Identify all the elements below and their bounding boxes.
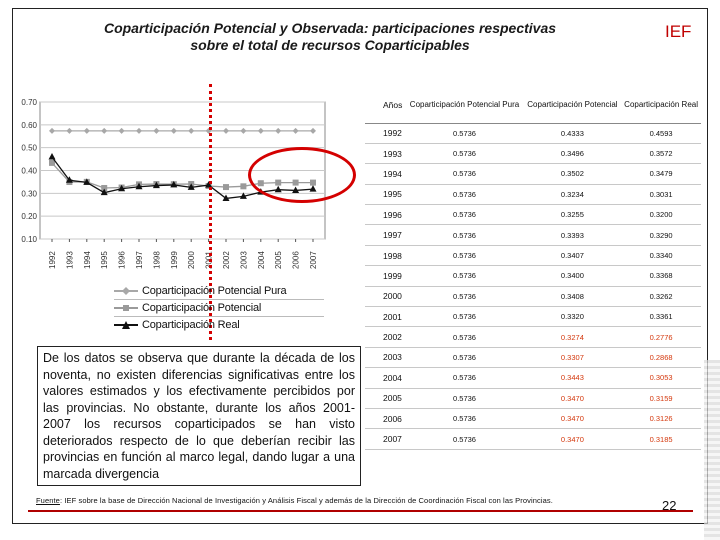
cell-real: 0.3361 — [621, 307, 701, 327]
legend-item — [114, 299, 324, 316]
commentary-text: De los datos se observa que durante la década de los noventa, no existen diferencias significativas entre los valores estimados y los efectivamente percibidos por las provincias. No obstante, durante los años 2001-2007 los recursos coparticipados se han visto deteriorados respecto de lo que deberían recibir las provincias en función al marco legal, dando lugar a una marcada divergencia — [37, 346, 361, 486]
y-tick-label: 0.20 — [21, 212, 37, 222]
x-tick-label: 2006 — [291, 251, 301, 269]
cell-real: 0.3053 — [621, 368, 701, 388]
legend-label: Coparticipación Potencial Pura — [142, 284, 287, 297]
legend-swatch — [114, 319, 138, 331]
source-footnote — [36, 496, 553, 505]
y-tick-label: 0.10 — [21, 235, 37, 244]
cell-year: 2000 — [365, 286, 405, 306]
title-line-2: sobre el total de recursos Coparticipables — [190, 37, 470, 53]
legend-item — [114, 316, 324, 333]
cell-potencial-pura: 0.5736 — [405, 123, 523, 143]
table-row — [365, 164, 701, 184]
y-tick-label: 0.40 — [21, 166, 37, 176]
cell-real: 0.4593 — [621, 123, 701, 143]
y-tick-label: 0.50 — [21, 143, 37, 153]
cell-potencial-pura: 0.5736 — [405, 245, 523, 265]
cell-real: 0.3572 — [621, 143, 701, 163]
x-tick-label: 2005 — [274, 251, 284, 269]
cell-potencial: 0.3470 — [524, 388, 622, 408]
side-decoration — [704, 360, 720, 540]
cell-potencial-pura: 0.5736 — [405, 286, 523, 306]
cell-real: 0.3479 — [621, 164, 701, 184]
cell-potencial-pura: 0.5736 — [405, 307, 523, 327]
cell-year: 2002 — [365, 327, 405, 347]
header-potencial: Coparticipación Potencial — [524, 87, 622, 123]
cell-year: 2007 — [365, 429, 405, 449]
cell-potencial-pura: 0.5736 — [405, 184, 523, 204]
cell-real: 0.3185 — [621, 429, 701, 449]
cell-real: 0.3368 — [621, 266, 701, 286]
table-row — [365, 347, 701, 367]
cell-real: 0.2776 — [621, 327, 701, 347]
chart-legend — [114, 282, 324, 333]
cell-potencial-pura: 0.5736 — [405, 225, 523, 245]
table-row — [365, 143, 701, 163]
header-years: Años — [365, 87, 405, 123]
cell-year: 1993 — [365, 143, 405, 163]
x-tick-label: 2001 — [204, 251, 214, 269]
table-row — [365, 429, 701, 449]
cell-potencial: 0.3443 — [524, 368, 622, 388]
cell-potencial: 0.3393 — [524, 225, 622, 245]
bottom-rule — [28, 510, 693, 512]
table-row — [365, 327, 701, 347]
cell-potencial: 0.3407 — [524, 245, 622, 265]
header-real: Coparticipación Real — [621, 87, 701, 123]
legend-item — [114, 282, 324, 299]
cell-potencial-pura: 0.5736 — [405, 143, 523, 163]
cell-potencial: 0.3234 — [524, 184, 622, 204]
cell-real: 0.3290 — [621, 225, 701, 245]
cell-year: 2001 — [365, 307, 405, 327]
cell-potencial-pura: 0.5736 — [405, 408, 523, 428]
ief-logo: IEF — [665, 22, 692, 41]
x-tick-label: 2004 — [256, 251, 266, 269]
x-tick-label: 1996 — [117, 251, 127, 269]
table-row — [365, 123, 701, 143]
cell-potencial: 0.4333 — [524, 123, 622, 143]
x-tick-label: 1997 — [135, 251, 144, 269]
cell-potencial: 0.3470 — [524, 429, 622, 449]
cell-real: 0.3126 — [621, 408, 701, 428]
cell-potencial: 0.3274 — [524, 327, 622, 347]
divergence-highlight-ellipse — [248, 147, 356, 203]
footnote-lead: Fuente — [36, 496, 60, 505]
table-row — [365, 408, 701, 428]
legend-swatch — [114, 285, 138, 297]
table-row — [365, 307, 701, 327]
legend-swatch — [114, 302, 138, 314]
cell-potencial: 0.3307 — [524, 347, 622, 367]
title-line-1: Coparticipación Potencial y Observada: participaciones respectivas — [103, 20, 557, 36]
x-tick-label: 1992 — [48, 251, 57, 269]
table-row — [365, 368, 701, 388]
cell-real: 0.3031 — [621, 184, 701, 204]
cell-potencial-pura: 0.5736 — [405, 429, 523, 449]
cell-potencial: 0.3255 — [524, 205, 622, 225]
data-point — [223, 184, 229, 190]
x-tick-label: 2000 — [187, 251, 197, 269]
cell-potencial-pura: 0.5736 — [405, 347, 523, 367]
table-row — [365, 266, 701, 286]
x-tick-label: 1994 — [82, 251, 92, 269]
x-tick-label: 2002 — [222, 251, 231, 269]
y-tick-label: 0.60 — [21, 120, 37, 130]
table-row — [365, 205, 701, 225]
x-tick-label: 1999 — [169, 251, 179, 269]
table-row — [365, 245, 701, 265]
cell-year: 1992 — [365, 123, 405, 143]
cell-potencial-pura: 0.5736 — [405, 388, 523, 408]
legend-label: Coparticipación Potencial — [142, 302, 262, 314]
cell-potencial: 0.3408 — [524, 286, 622, 306]
y-tick-label: 0.30 — [21, 189, 37, 199]
header-potencial-pura: Coparticipación Potencial Pura — [405, 87, 523, 123]
cell-year: 1995 — [365, 184, 405, 204]
cell-potencial-pura: 0.5736 — [405, 205, 523, 225]
cell-real: 0.3340 — [621, 245, 701, 265]
x-tick-label: 1993 — [65, 251, 75, 269]
y-tick-label: 0.70 — [21, 98, 37, 107]
cell-year: 1999 — [365, 266, 405, 286]
cell-real: 0.3200 — [621, 205, 701, 225]
cell-year: 2003 — [365, 347, 405, 367]
footnote-text: : IEF sobre la base de Dirección Nacional de Investigación y Análisis Fiscal y además de la Dirección de Coordinación Fiscal con las Provincias. — [59, 496, 553, 505]
cell-potencial-pura: 0.5736 — [405, 266, 523, 286]
table-row — [365, 184, 701, 204]
cell-year: 2006 — [365, 408, 405, 428]
cell-year: 1994 — [365, 164, 405, 184]
cell-year: 2004 — [365, 368, 405, 388]
cell-potencial: 0.3470 — [524, 408, 622, 428]
table-row — [365, 225, 701, 245]
data-table — [365, 87, 701, 450]
slide-title — [60, 20, 600, 54]
table-row — [365, 286, 701, 306]
x-tick-label: 2007 — [309, 251, 318, 269]
table-header-row — [365, 87, 701, 123]
x-tick-label: 1998 — [152, 251, 162, 269]
cell-real: 0.2868 — [621, 347, 701, 367]
cell-potencial: 0.3400 — [524, 266, 622, 286]
cell-year: 1996 — [365, 205, 405, 225]
cell-year: 2005 — [365, 388, 405, 408]
page-number: 22 — [662, 498, 677, 513]
cell-potencial: 0.3496 — [524, 143, 622, 163]
cell-potencial: 0.3320 — [524, 307, 622, 327]
cell-potencial-pura: 0.5736 — [405, 368, 523, 388]
cell-real: 0.3262 — [621, 286, 701, 306]
data-point — [240, 183, 246, 189]
cell-year: 1998 — [365, 245, 405, 265]
cell-year: 1997 — [365, 225, 405, 245]
cell-potencial-pura: 0.5736 — [405, 327, 523, 347]
cell-real: 0.3159 — [621, 388, 701, 408]
cell-potencial: 0.3502 — [524, 164, 622, 184]
table-row — [365, 388, 701, 408]
legend-label: Coparticipación Real — [142, 319, 240, 331]
cell-potencial-pura: 0.5736 — [405, 164, 523, 184]
x-tick-label: 2003 — [239, 251, 249, 269]
x-tick-label: 1995 — [100, 251, 110, 269]
